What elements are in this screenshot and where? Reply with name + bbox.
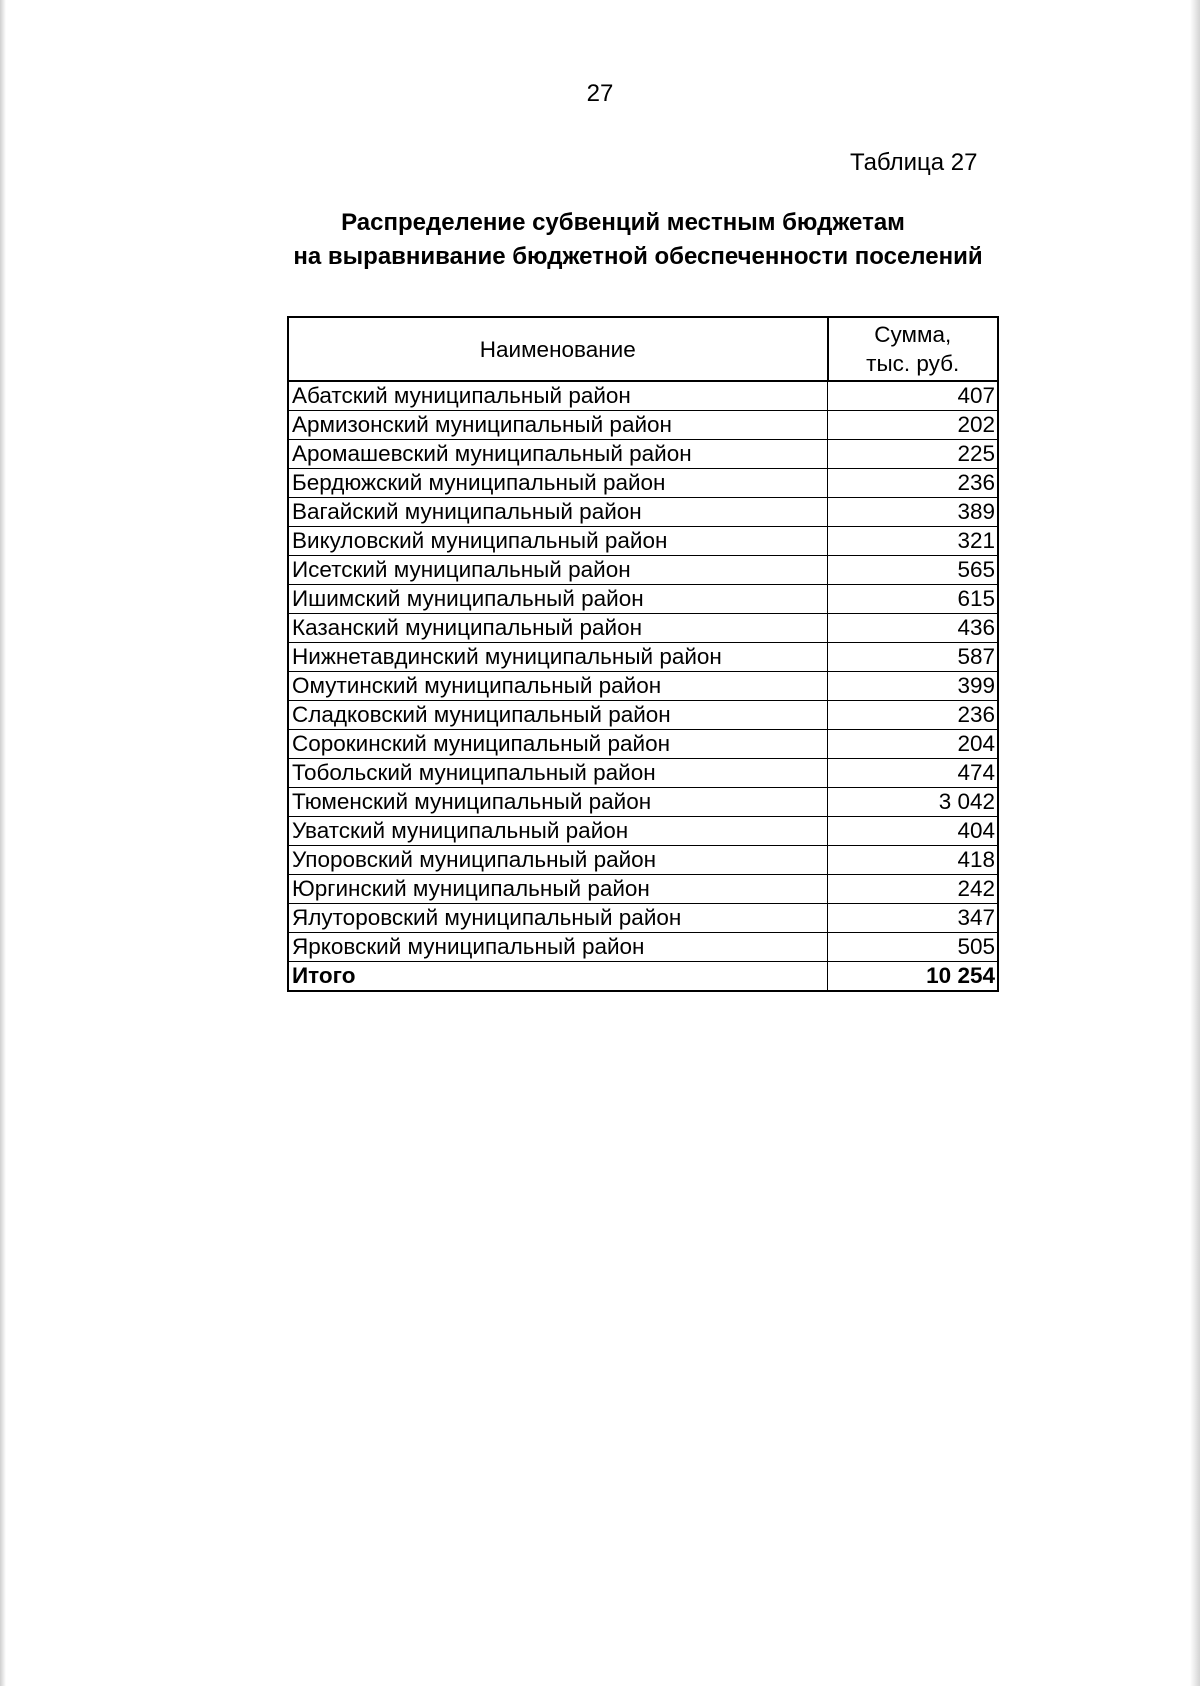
row-name: Аромашевский муниципальный район [288, 440, 828, 469]
row-sum: 587 [828, 643, 999, 672]
row-sum: 389 [828, 498, 999, 527]
table-row [288, 730, 998, 759]
table-row [288, 614, 998, 643]
header-sum-line-2: тыс. руб. [866, 351, 960, 376]
document-title [0, 206, 1200, 274]
table-row [288, 701, 998, 730]
table-row [288, 469, 998, 498]
table-header-row [288, 317, 998, 381]
header-sum [828, 317, 999, 381]
row-name: Сорокинский муниципальный район [288, 730, 828, 759]
subvention-table [287, 316, 999, 992]
row-name: Бердюжский муниципальный район [288, 469, 828, 498]
row-sum: 474 [828, 759, 999, 788]
table-row [288, 904, 998, 933]
row-sum: 236 [828, 469, 999, 498]
row-name: Армизонский муниципальный район [288, 411, 828, 440]
row-name: Упоровский муниципальный район [288, 846, 828, 875]
row-sum: 418 [828, 846, 999, 875]
table-row [288, 933, 998, 962]
table-row [288, 440, 998, 469]
table-row [288, 411, 998, 440]
row-sum: 204 [828, 730, 999, 759]
row-name: Уватский муниципальный район [288, 817, 828, 846]
row-sum: 399 [828, 672, 999, 701]
table-row [288, 498, 998, 527]
row-sum: 202 [828, 411, 999, 440]
row-sum: 615 [828, 585, 999, 614]
row-name: Нижнетавдинский муниципальный район [288, 643, 828, 672]
row-sum: 404 [828, 817, 999, 846]
total-sum: 10 254 [828, 962, 999, 992]
table-row [288, 527, 998, 556]
table-row [288, 381, 998, 411]
row-name: Викуловский муниципальный район [288, 527, 828, 556]
table-total-row [288, 962, 998, 992]
table-row [288, 759, 998, 788]
row-name: Казанский муниципальный район [288, 614, 828, 643]
title-line-2: на выравнивание бюджетной обеспеченности поселений [293, 243, 983, 270]
row-sum: 347 [828, 904, 999, 933]
header-sum-line-1: Сумма, [874, 322, 952, 347]
page-number: 27 [586, 80, 614, 107]
table-row [288, 643, 998, 672]
row-sum: 565 [828, 556, 999, 585]
row-sum: 407 [828, 381, 999, 411]
row-name: Омутинский муниципальный район [288, 672, 828, 701]
table-row [288, 788, 998, 817]
row-name: Ялуторовский муниципальный район [288, 904, 828, 933]
table-row [288, 585, 998, 614]
row-sum: 321 [828, 527, 999, 556]
row-sum: 225 [828, 440, 999, 469]
row-sum: 236 [828, 701, 999, 730]
table-row [288, 846, 998, 875]
table-row [288, 672, 998, 701]
row-sum: 505 [828, 933, 999, 962]
title-line-1: Распределение субвенций местным бюджетам [341, 209, 905, 236]
row-sum: 242 [828, 875, 999, 904]
table-row [288, 556, 998, 585]
row-sum: 3 042 [828, 788, 999, 817]
row-name: Вагайский муниципальный район [288, 498, 828, 527]
row-name: Исетский муниципальный район [288, 556, 828, 585]
row-name: Ярковский муниципальный район [288, 933, 828, 962]
table-row [288, 817, 998, 846]
table-label: Таблица 27 [850, 149, 978, 176]
total-name: Итого [288, 962, 828, 992]
header-name: Наименование [288, 317, 828, 381]
row-name: Тобольский муниципальный район [288, 759, 828, 788]
table-body [288, 381, 998, 991]
row-name: Ишимский муниципальный район [288, 585, 828, 614]
row-name: Сладковский муниципальный район [288, 701, 828, 730]
row-sum: 436 [828, 614, 999, 643]
table-row [288, 875, 998, 904]
row-name: Юргинский муниципальный район [288, 875, 828, 904]
row-name: Абатский муниципальный район [288, 381, 828, 411]
row-name: Тюменский муниципальный район [288, 788, 828, 817]
